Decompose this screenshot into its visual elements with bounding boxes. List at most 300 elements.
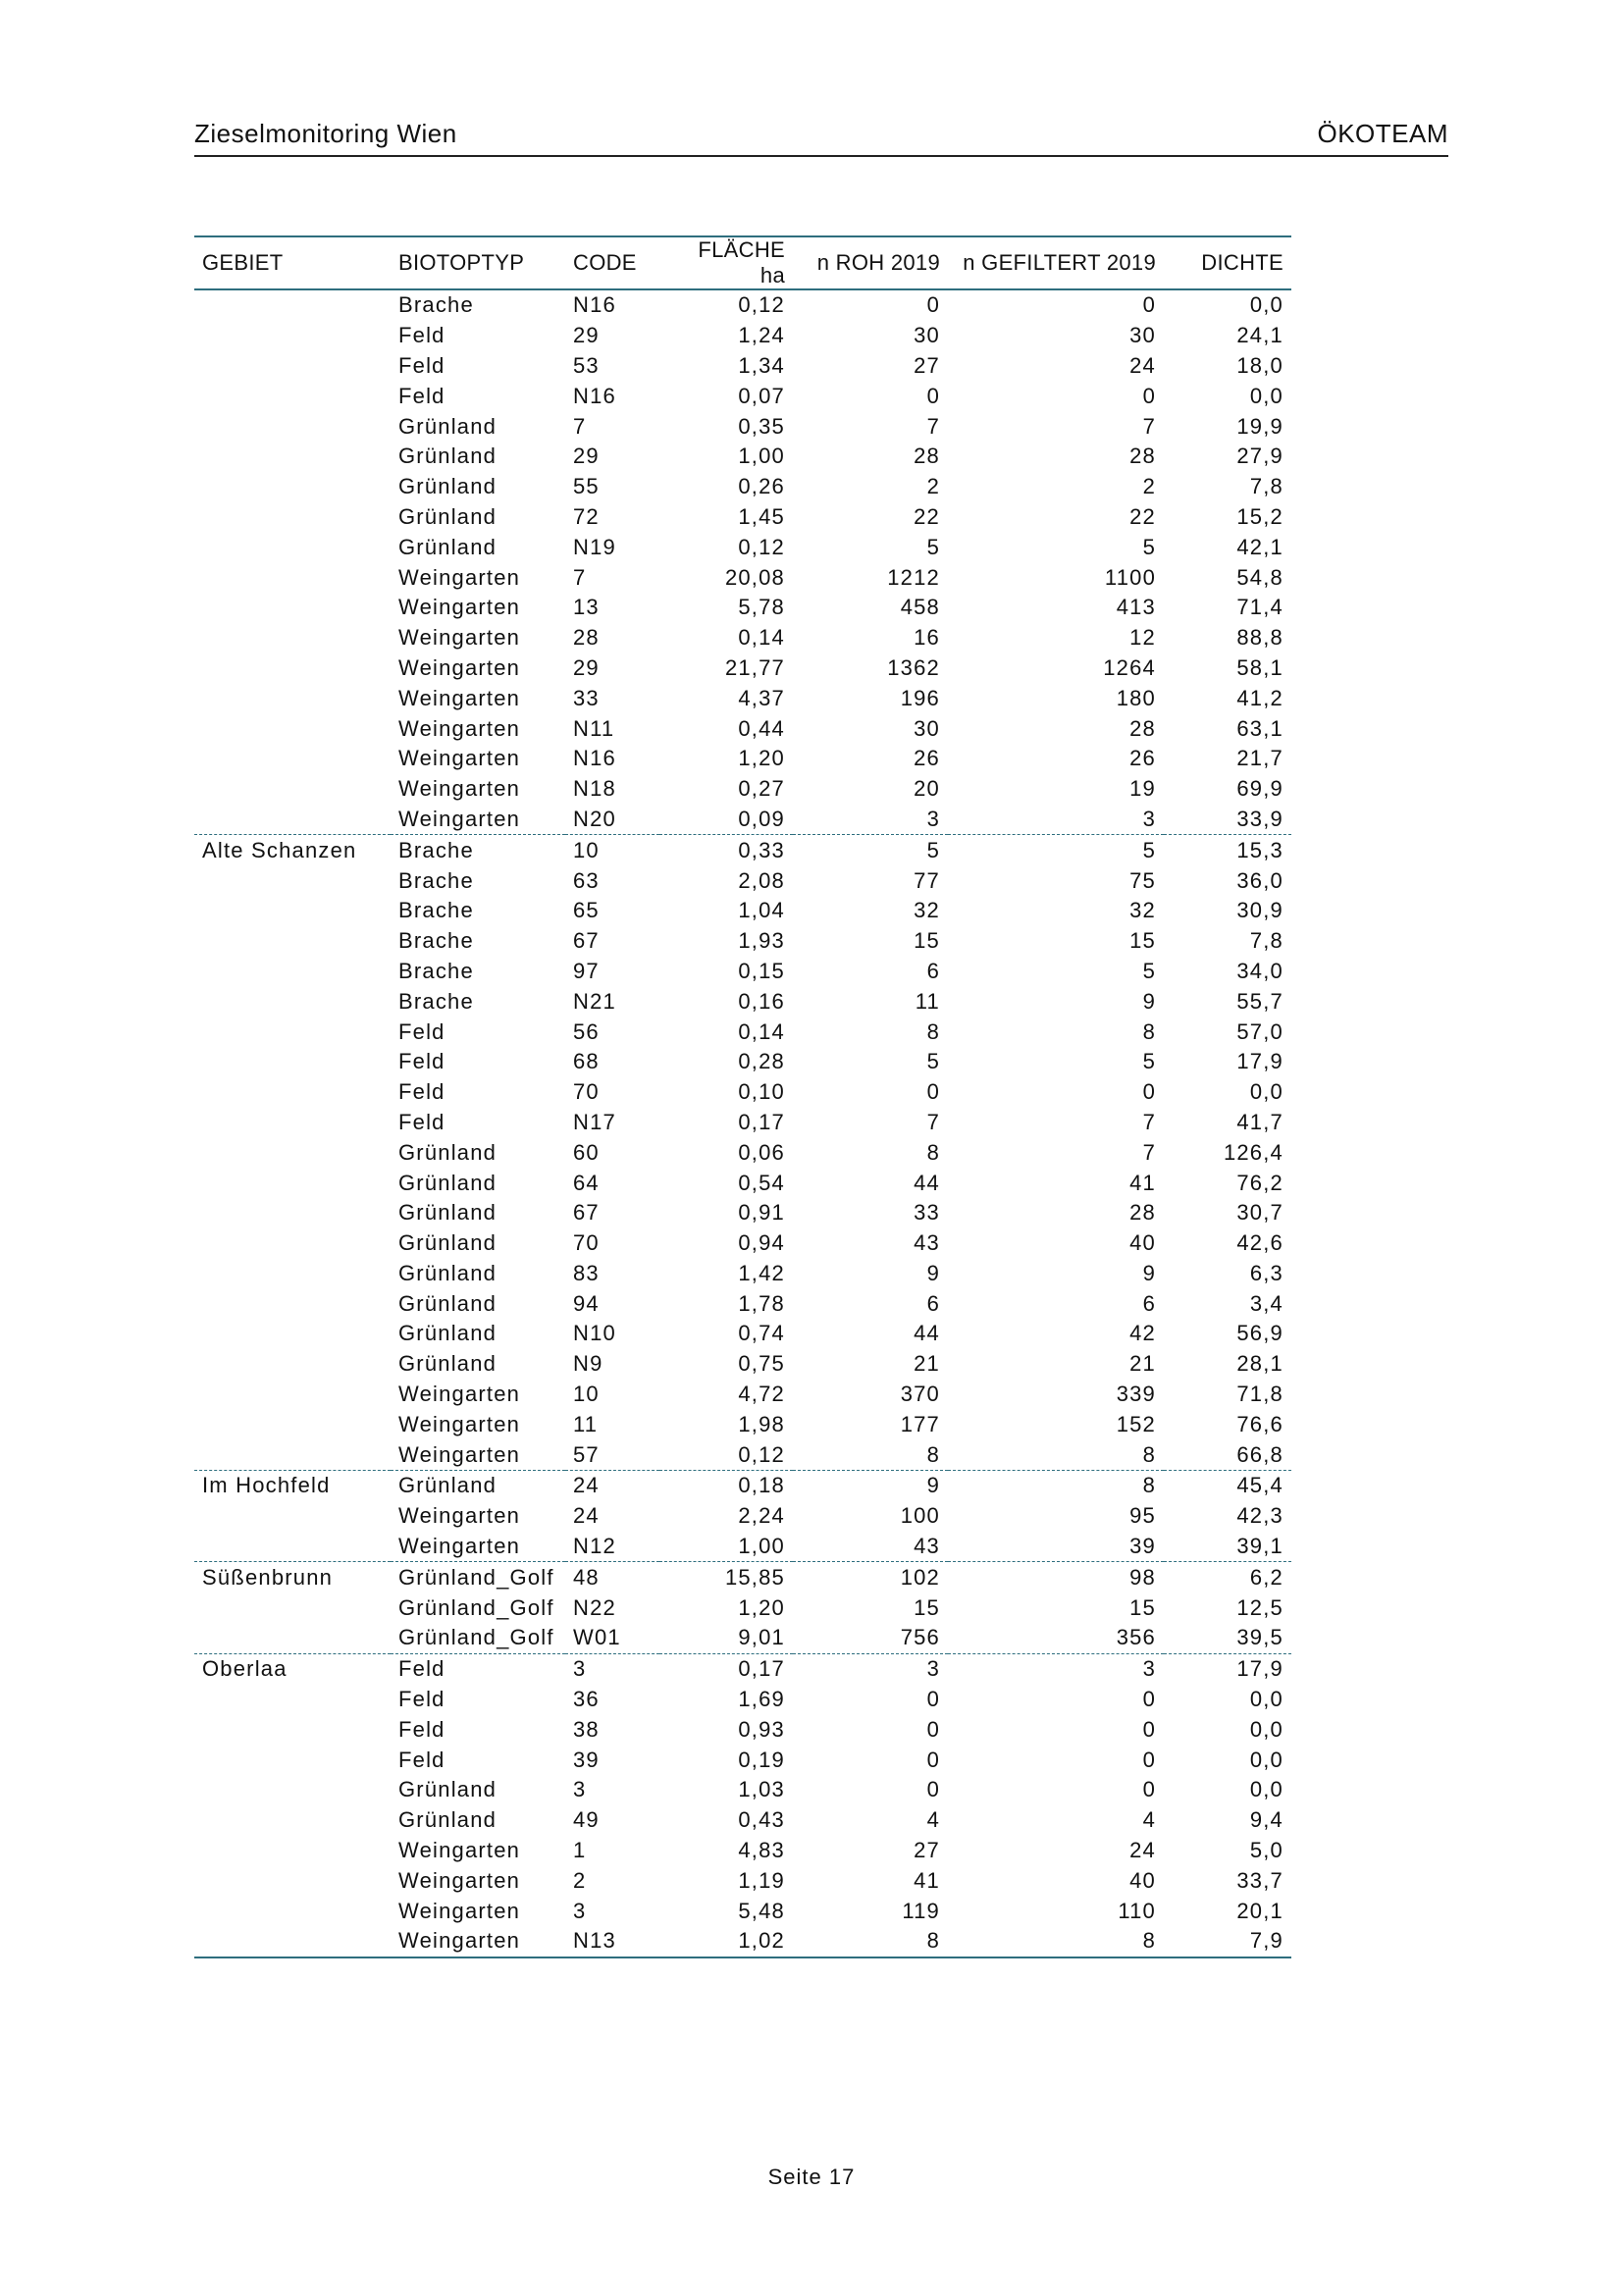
cell-flaeche: 0,18 xyxy=(659,1471,793,1501)
cell-dichte: 42,3 xyxy=(1236,1503,1283,1529)
cell-gebiet xyxy=(194,1409,391,1439)
table-row xyxy=(194,351,1291,382)
cell-n-roh: 8 xyxy=(926,1018,940,1044)
cell-flaeche: 0,17 xyxy=(738,1109,785,1134)
cell-n-roh: 3 xyxy=(926,806,940,831)
cell-gebiet xyxy=(194,472,391,502)
cell-n-roh: 1362 xyxy=(887,654,940,680)
cell-n-roh: 30 xyxy=(914,323,940,348)
cell-dichte: 12,5 xyxy=(1236,1594,1283,1620)
cell-n-roh: 5 xyxy=(926,1049,940,1074)
cell-gebiet xyxy=(194,683,391,713)
cell-code: 97 xyxy=(573,958,600,983)
table-row xyxy=(194,623,1291,653)
cell-dichte: 57,0 xyxy=(1236,1018,1283,1044)
cell-n-gefiltert: 24 xyxy=(1129,1838,1156,1863)
cell-biotoptyp: Grünland xyxy=(398,1777,497,1802)
cell-dichte: 58,1 xyxy=(1236,654,1283,680)
cell-biotoptyp: Brache xyxy=(398,958,474,983)
cell-n-gefiltert: 6 xyxy=(1142,1290,1156,1316)
cell-biotoptyp: Grünland xyxy=(398,474,497,499)
cell-n-roh: 32 xyxy=(914,898,940,923)
cell-biotoptyp: Brache xyxy=(391,835,565,865)
table-row xyxy=(194,865,1291,896)
cell-flaeche: 0,09 xyxy=(738,806,785,831)
cell-code: 70 xyxy=(573,1230,600,1256)
cell-biotoptyp: Weingarten xyxy=(398,746,521,771)
cell-flaeche: 1,02 xyxy=(659,1926,793,1957)
cell-n-gefiltert: 5 xyxy=(948,835,1164,865)
cell-biotoptyp: Brache xyxy=(398,292,474,318)
cell-flaeche: 0,14 xyxy=(738,625,785,651)
cell-code: 55 xyxy=(573,474,600,499)
cell-biotoptyp: Feld xyxy=(398,352,445,378)
cell-flaeche: 0,28 xyxy=(738,1049,785,1074)
table-row xyxy=(194,957,1291,987)
cell-n-gefiltert: 41 xyxy=(1129,1170,1156,1195)
table-row xyxy=(194,381,1291,411)
cell-code: 38 xyxy=(573,1716,600,1742)
cell-code: 10 xyxy=(573,1382,600,1407)
table-row xyxy=(194,1439,1291,1470)
cell-code: 10 xyxy=(565,835,659,865)
cell-code: N17 xyxy=(573,1109,616,1134)
cell-biotoptyp: Weingarten xyxy=(398,776,521,802)
cell-gebiet: Alte Schanzen xyxy=(194,835,391,865)
table-body xyxy=(194,289,1291,1957)
table-row xyxy=(194,502,1291,533)
table-row xyxy=(194,986,1291,1017)
cell-n-gefiltert: 1100 xyxy=(1104,564,1156,590)
table-row xyxy=(194,1926,1291,1957)
cell-biotoptyp: Feld xyxy=(398,383,445,408)
cell-n-gefiltert: 39 xyxy=(1129,1534,1156,1559)
cell-flaeche: 21,77 xyxy=(724,654,785,680)
cell-dichte: 42,1 xyxy=(1236,534,1283,559)
cell-gebiet xyxy=(194,1228,391,1259)
cell-flaeche: 1,42 xyxy=(738,1260,785,1285)
table-row xyxy=(194,653,1291,684)
cell-n-roh: 102 xyxy=(793,1562,948,1592)
cell-biotoptyp: Grünland xyxy=(398,1807,497,1833)
cell-biotoptyp: Brache xyxy=(398,898,474,923)
page-header xyxy=(194,112,1448,157)
document-title: Zieselmonitoring Wien xyxy=(194,119,457,148)
cell-n-roh: 0 xyxy=(926,1777,940,1802)
cell-code: 48 xyxy=(565,1562,659,1592)
cell-gebiet xyxy=(194,744,391,774)
cell-flaeche: 20,08 xyxy=(724,564,785,590)
cell-gebiet xyxy=(194,926,391,957)
cell-n-gefiltert: 9 xyxy=(1142,1260,1156,1285)
cell-dichte: 71,8 xyxy=(1236,1382,1283,1407)
table-row xyxy=(194,1409,1291,1439)
cell-n-roh: 44 xyxy=(914,1321,940,1346)
cell-biotoptyp: Weingarten xyxy=(398,1838,521,1863)
table-row xyxy=(194,1017,1291,1047)
cell-flaeche: 0,54 xyxy=(738,1170,785,1195)
cell-biotoptyp: Weingarten xyxy=(398,1503,521,1529)
data-table xyxy=(194,235,1291,1958)
cell-n-roh: 11 xyxy=(915,988,940,1014)
cell-n-roh: 119 xyxy=(902,1898,940,1923)
table-row xyxy=(194,1047,1291,1077)
cell-n-roh: 33 xyxy=(914,1200,940,1226)
cell-flaeche: 1,78 xyxy=(738,1290,785,1316)
table-row xyxy=(194,896,1291,926)
cell-n-gefiltert: 15 xyxy=(1129,928,1156,954)
cell-code: N10 xyxy=(573,1321,616,1346)
cell-gebiet xyxy=(194,986,391,1017)
cell-biotoptyp: Weingarten xyxy=(398,806,521,831)
table-row xyxy=(194,805,1291,835)
cell-n-roh: 26 xyxy=(914,746,940,771)
cell-code: N13 xyxy=(565,1926,659,1957)
cell-gebiet xyxy=(194,502,391,533)
cell-gebiet xyxy=(194,1319,391,1349)
cell-biotoptyp: Weingarten xyxy=(398,1382,521,1407)
table-row xyxy=(194,926,1291,957)
cell-n-roh: 370 xyxy=(900,1382,940,1407)
cell-dichte: 0,0 xyxy=(1249,292,1283,318)
cell-n-gefiltert: 3 xyxy=(1142,806,1156,831)
cell-n-gefiltert: 3 xyxy=(948,1653,1164,1684)
cell-gebiet xyxy=(194,1926,391,1957)
cell-code: 36 xyxy=(573,1687,600,1712)
cell-dichte: 42,6 xyxy=(1236,1230,1283,1256)
cell-flaeche: 1,19 xyxy=(738,1867,785,1893)
table-row xyxy=(194,1865,1291,1896)
cell-code: 29 xyxy=(573,323,600,348)
cell-flaeche: 5,48 xyxy=(738,1898,785,1923)
table-row xyxy=(194,1471,1291,1501)
table-row xyxy=(194,744,1291,774)
cell-n-gefiltert: 30 xyxy=(1129,323,1156,348)
cell-dichte: 69,9 xyxy=(1236,776,1283,802)
cell-n-roh: 196 xyxy=(900,685,940,710)
cell-n-roh: 41 xyxy=(914,1867,940,1893)
cell-n-gefiltert: 5 xyxy=(1142,1049,1156,1074)
cell-dichte: 71,4 xyxy=(1236,595,1283,620)
column-header-flaeche: FLÄCHE ha xyxy=(659,236,793,289)
table-row xyxy=(194,1288,1291,1319)
cell-gebiet xyxy=(194,713,391,744)
cell-code: 57 xyxy=(573,1441,600,1467)
cell-flaeche: 0,07 xyxy=(738,383,785,408)
cell-n-gefiltert: 95 xyxy=(1129,1503,1156,1529)
cell-code: 3 xyxy=(565,1653,659,1684)
cell-biotoptyp: Brache xyxy=(398,988,474,1014)
cell-biotoptyp: Weingarten xyxy=(398,625,521,651)
cell-flaeche: 0,75 xyxy=(738,1351,785,1377)
cell-n-gefiltert: 7 xyxy=(1142,413,1156,439)
cell-n-roh: 30 xyxy=(914,715,940,741)
cell-dichte: 6,3 xyxy=(1249,1260,1283,1285)
table-row xyxy=(194,1896,1291,1926)
cell-gebiet xyxy=(194,562,391,593)
cell-n-gefiltert: 21 xyxy=(1129,1351,1156,1377)
cell-n-gefiltert: 8 xyxy=(1142,1018,1156,1044)
cell-code: 3 xyxy=(573,1898,587,1923)
cell-flaeche: 0,74 xyxy=(738,1321,785,1346)
cell-dichte: 41,2 xyxy=(1236,685,1283,710)
cell-code: N16 xyxy=(573,746,616,771)
cell-dichte: 17,9 xyxy=(1236,1049,1283,1074)
cell-biotoptyp: Grünland xyxy=(398,1230,497,1256)
cell-dichte: 45,4 xyxy=(1164,1471,1291,1501)
cell-gebiet xyxy=(194,865,391,896)
table-row xyxy=(194,442,1291,472)
cell-n-roh: 756 xyxy=(900,1625,940,1650)
cell-flaeche: 0,12 xyxy=(738,534,785,559)
cell-n-roh: 2 xyxy=(926,474,940,499)
cell-n-gefiltert: 1264 xyxy=(1103,654,1156,680)
cell-flaeche: 0,19 xyxy=(738,1747,785,1772)
cell-biotoptyp: Weingarten xyxy=(398,715,521,741)
cell-gebiet xyxy=(194,1380,391,1410)
cell-n-roh: 7 xyxy=(926,1109,940,1134)
cell-gebiet xyxy=(194,1623,391,1653)
cell-n-gefiltert: 413 xyxy=(1116,595,1156,620)
cell-biotoptyp: Feld xyxy=(398,1018,445,1044)
cell-biotoptyp: Feld xyxy=(398,1747,445,1772)
cell-biotoptyp: Weingarten xyxy=(398,1898,521,1923)
cell-flaeche: 2,24 xyxy=(738,1503,785,1529)
cell-code: 1 xyxy=(573,1838,587,1863)
cell-code: 33 xyxy=(573,685,600,710)
cell-dichte: 63,1 xyxy=(1236,715,1283,741)
cell-gebiet xyxy=(194,1714,391,1745)
cell-biotoptyp: Brache xyxy=(398,928,474,954)
cell-code: 24 xyxy=(565,1471,659,1501)
table-row xyxy=(194,683,1291,713)
cell-n-gefiltert: 0 xyxy=(1142,292,1156,318)
cell-biotoptyp: Weingarten xyxy=(398,564,521,590)
cell-n-roh: 8 xyxy=(926,1139,940,1165)
cell-n-gefiltert: 0 xyxy=(1142,1747,1156,1772)
cell-n-gefiltert: 339 xyxy=(1116,1382,1156,1407)
cell-code: 39 xyxy=(573,1747,600,1772)
cell-n-roh: 44 xyxy=(914,1170,940,1195)
table-row xyxy=(194,1714,1291,1745)
cell-code: 65 xyxy=(573,898,600,923)
cell-code: N21 xyxy=(573,988,616,1014)
cell-n-gefiltert: 7 xyxy=(1142,1109,1156,1134)
cell-flaeche: 1,04 xyxy=(738,898,785,923)
cell-code: 63 xyxy=(573,867,600,893)
cell-flaeche: 0,91 xyxy=(738,1200,785,1226)
table-row xyxy=(194,1077,1291,1108)
table-row xyxy=(194,1137,1291,1168)
cell-gebiet xyxy=(194,1775,391,1805)
cell-code: N20 xyxy=(573,806,616,831)
cell-dichte: 88,8 xyxy=(1236,625,1283,651)
cell-n-gefiltert: 356 xyxy=(1116,1625,1156,1650)
cell-gebiet xyxy=(194,1865,391,1896)
cell-code: 11 xyxy=(573,1411,599,1436)
table-row xyxy=(194,713,1291,744)
table-header-row xyxy=(194,236,1291,289)
cell-dichte: 20,1 xyxy=(1236,1898,1283,1923)
cell-n-roh: 0 xyxy=(926,292,940,318)
cell-code: 7 xyxy=(573,564,587,590)
cell-flaeche: 0,12 xyxy=(738,292,785,318)
cell-code: 29 xyxy=(573,444,600,469)
cell-n-gefiltert: 4 xyxy=(1142,1807,1156,1833)
cell-dichte: 39,1 xyxy=(1236,1534,1283,1559)
cell-code: N16 xyxy=(573,383,616,408)
cell-flaeche: 1,93 xyxy=(738,928,785,954)
cell-gebiet xyxy=(194,1077,391,1108)
cell-biotoptyp: Grünland xyxy=(398,1260,497,1285)
table-row xyxy=(194,593,1291,623)
cell-gebiet xyxy=(194,805,391,835)
cell-n-roh: 100 xyxy=(900,1503,940,1529)
cell-flaeche: 1,20 xyxy=(738,1594,785,1620)
cell-biotoptyp: Grünland xyxy=(398,1321,497,1346)
cell-gebiet: Im Hochfeld xyxy=(194,1471,391,1501)
cell-gebiet xyxy=(194,532,391,562)
cell-n-gefiltert: 5 xyxy=(1142,958,1156,983)
cell-dichte: 19,9 xyxy=(1236,413,1283,439)
cell-n-roh: 0 xyxy=(926,1716,940,1742)
cell-biotoptyp: Grünland xyxy=(398,1290,497,1316)
cell-gebiet xyxy=(194,1198,391,1228)
cell-n-roh: 27 xyxy=(914,1838,940,1863)
cell-dichte: 18,0 xyxy=(1236,352,1283,378)
cell-n-gefiltert: 19 xyxy=(1129,776,1156,802)
cell-dichte: 36,0 xyxy=(1236,867,1283,893)
cell-gebiet xyxy=(194,1108,391,1138)
column-header-code: CODE xyxy=(565,236,659,289)
table-row xyxy=(194,1168,1291,1198)
cell-gebiet xyxy=(194,1685,391,1715)
cell-n-gefiltert: 0 xyxy=(1142,383,1156,408)
cell-biotoptyp: Grünland xyxy=(398,534,497,559)
cell-code: 72 xyxy=(573,503,600,529)
cell-dichte: 0,0 xyxy=(1249,1687,1283,1712)
cell-biotoptyp: Grünland xyxy=(398,503,497,529)
cell-gebiet xyxy=(194,1805,391,1836)
cell-dichte: 7,8 xyxy=(1249,474,1283,499)
cell-code: 68 xyxy=(573,1049,600,1074)
cell-code: 64 xyxy=(573,1170,600,1195)
cell-biotoptyp: Weingarten xyxy=(398,1534,521,1559)
table-row xyxy=(194,1562,1291,1592)
column-header-gebiet: GEBIET xyxy=(194,236,391,289)
cell-n-gefiltert: 42 xyxy=(1129,1321,1156,1346)
cell-flaeche: 1,24 xyxy=(738,323,785,348)
cell-flaeche: 0,44 xyxy=(738,715,785,741)
cell-dichte: 76,6 xyxy=(1236,1411,1283,1436)
cell-n-roh: 3 xyxy=(793,1653,948,1684)
cell-flaeche: 4,72 xyxy=(738,1382,785,1407)
cell-gebiet xyxy=(194,1259,391,1289)
cell-flaeche: 0,17 xyxy=(659,1653,793,1684)
cell-biotoptyp: Grünland_Golf xyxy=(398,1625,554,1650)
cell-gebiet xyxy=(194,1592,391,1623)
cell-biotoptyp: Grünland_Golf xyxy=(391,1562,565,1592)
cell-dichte: 24,1 xyxy=(1236,323,1283,348)
cell-code: N19 xyxy=(573,534,616,559)
cell-n-gefiltert: 28 xyxy=(1129,715,1156,741)
cell-flaeche: 9,01 xyxy=(738,1625,785,1650)
cell-n-gefiltert: 12 xyxy=(1129,625,1156,651)
cell-gebiet xyxy=(194,1896,391,1926)
cell-code: 3 xyxy=(573,1777,587,1802)
cell-flaeche: 4,37 xyxy=(738,685,785,710)
table-row xyxy=(194,411,1291,442)
table-row xyxy=(194,1532,1291,1562)
table-row xyxy=(194,1259,1291,1289)
cell-n-gefiltert: 8 xyxy=(948,1471,1164,1501)
cell-flaeche: 1,00 xyxy=(738,1534,785,1559)
cell-gebiet xyxy=(194,289,391,321)
cell-flaeche: 0,33 xyxy=(659,835,793,865)
table-row xyxy=(194,1775,1291,1805)
cell-flaeche: 0,27 xyxy=(738,776,785,802)
cell-gebiet xyxy=(194,1288,391,1319)
cell-dichte: 21,7 xyxy=(1236,746,1283,771)
table-row xyxy=(194,1501,1291,1532)
table-row xyxy=(194,1380,1291,1410)
cell-n-gefiltert: 40 xyxy=(1129,1867,1156,1893)
cell-dichte: 30,7 xyxy=(1236,1200,1283,1226)
cell-n-roh: 5 xyxy=(793,835,948,865)
cell-dichte: 27,9 xyxy=(1236,444,1283,469)
cell-n-roh: 20 xyxy=(914,776,940,802)
cell-gebiet xyxy=(194,1047,391,1077)
cell-code: 56 xyxy=(573,1018,600,1044)
cell-n-roh: 8 xyxy=(793,1926,948,1957)
cell-code: N11 xyxy=(573,715,615,741)
cell-dichte: 0,0 xyxy=(1249,1777,1283,1802)
table-row xyxy=(194,835,1291,865)
cell-code: 28 xyxy=(573,625,600,651)
cell-n-roh: 43 xyxy=(914,1534,940,1559)
cell-code: 67 xyxy=(573,1200,600,1226)
cell-gebiet xyxy=(194,1439,391,1470)
column-header-dichte: DICHTE xyxy=(1164,236,1291,289)
cell-dichte: 28,1 xyxy=(1236,1351,1283,1377)
cell-gebiet xyxy=(194,957,391,987)
cell-flaeche: 15,85 xyxy=(659,1562,793,1592)
cell-flaeche: 0,43 xyxy=(738,1807,785,1833)
cell-n-gefiltert: 15 xyxy=(1129,1594,1156,1620)
data-table-container xyxy=(194,235,1291,1958)
cell-dichte: 9,4 xyxy=(1249,1807,1283,1833)
cell-n-gefiltert: 152 xyxy=(1116,1411,1156,1436)
table-row xyxy=(194,1319,1291,1349)
cell-code: 83 xyxy=(573,1260,600,1285)
cell-n-roh: 0 xyxy=(926,1079,940,1105)
cell-biotoptyp: Feld xyxy=(398,323,445,348)
cell-n-gefiltert: 2 xyxy=(1142,474,1156,499)
cell-n-gefiltert: 5 xyxy=(1142,534,1156,559)
cell-code: N22 xyxy=(573,1594,616,1620)
table-row xyxy=(194,1108,1291,1138)
table-row xyxy=(194,532,1291,562)
cell-biotoptyp: Grünland xyxy=(398,1139,497,1165)
cell-biotoptyp: Weingarten xyxy=(398,1867,521,1893)
cell-n-roh: 16 xyxy=(914,625,940,651)
cell-dichte: 7,9 xyxy=(1164,1926,1291,1957)
cell-n-gefiltert: 22 xyxy=(1129,503,1156,529)
cell-biotoptyp: Feld xyxy=(391,1653,565,1684)
cell-code: N16 xyxy=(573,292,616,318)
table-row xyxy=(194,472,1291,502)
cell-biotoptyp: Feld xyxy=(398,1049,445,1074)
